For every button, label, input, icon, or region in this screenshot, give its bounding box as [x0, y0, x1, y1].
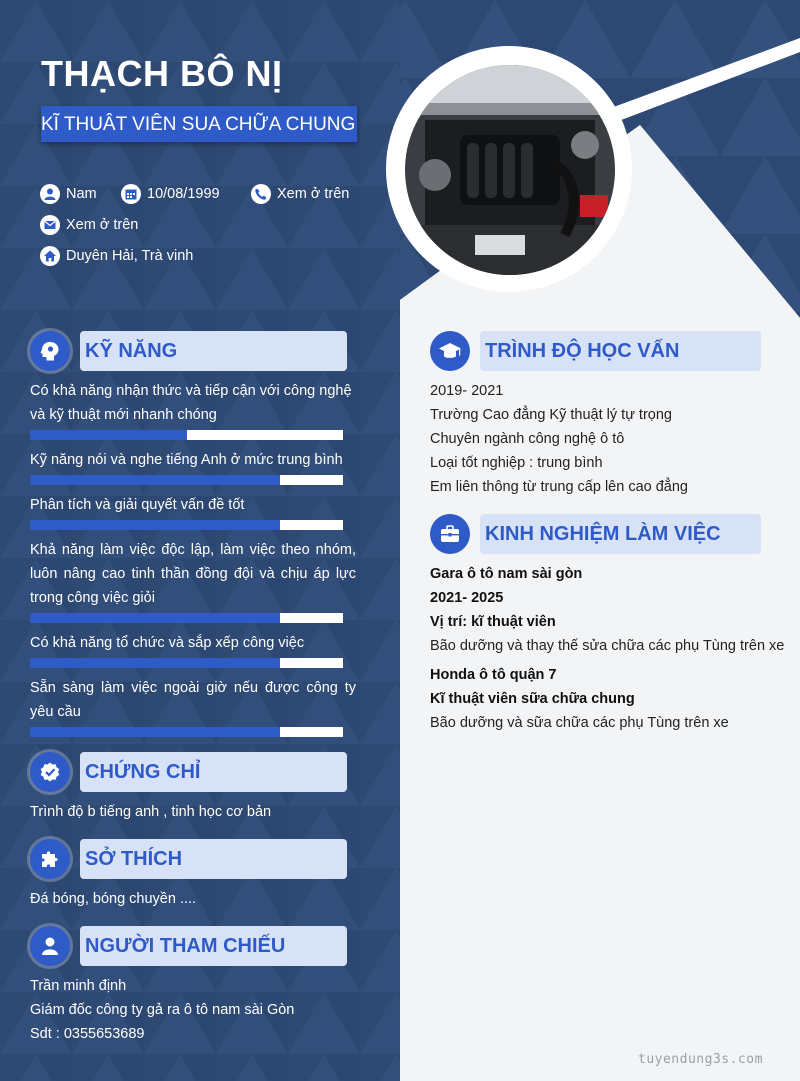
job1-period: 2021- 2025 [430, 590, 504, 606]
job2-position: Kĩ thuật viên sữa chữa chung [430, 691, 635, 707]
graduation-cap-icon [430, 331, 470, 371]
skill-bar-5-fill [30, 658, 280, 668]
job-title: KĨ THUÂT VIÊN SUA CHỮA CHUNG [41, 114, 356, 135]
phone-item [251, 184, 349, 204]
skill-bar-2 [30, 475, 343, 485]
gender-value: Nam [66, 186, 97, 202]
skill-item-4: Khả năng làm việc độc lập, làm việc theo nhóm, luôn nâng cao tinh thần đồng đội và chịu áp lực trong công việc giỏi [30, 542, 356, 606]
home-icon [40, 246, 60, 266]
skill-bar-6-fill [30, 727, 280, 737]
dob-item [121, 184, 220, 204]
reference-name: Trần minh định [30, 978, 127, 994]
hobbies-heading: SỞ THÍCH [85, 848, 183, 870]
skill-bar-2-fill [30, 475, 280, 485]
skill-bar-1-fill [30, 430, 187, 440]
education-period: 2019- 2021 [430, 383, 504, 399]
job2-description: Bão dưỡng và sữa chữa các phụ Tùng trên xe [430, 715, 729, 731]
job-title-box [41, 106, 357, 142]
email-item [40, 215, 138, 235]
profile-photo [405, 65, 615, 275]
candidate-name: THẠCH BÔ NỊ [41, 53, 283, 94]
phone-icon [251, 184, 271, 204]
engine-bay-image [405, 65, 615, 275]
job1-description: Bão dưỡng và thay thế sửa chữa các phụ Tùng trên xe [430, 638, 785, 654]
skill-bar-3-fill [30, 520, 280, 530]
briefcase-icon [430, 514, 470, 554]
phone-value: Xem ở trên [277, 186, 350, 202]
user-icon [40, 184, 60, 204]
skill-item-6: Sẵn sàng làm việc ngoài giờ nếu được công ty yêu cầu [30, 680, 356, 720]
certificates-text: Trình độ b tiếng anh , tinh học cơ bản [30, 804, 272, 820]
education-grade: Loại tốt nghiệp : trung bình [430, 455, 603, 471]
skills-heading: KỸ NĂNG [85, 340, 178, 362]
skill-bar-4-fill [30, 613, 280, 623]
job1-company: Gara ô tô nam sài gòn [430, 566, 583, 582]
education-note: Em liên thông từ trung cấp lên cao đẳng [430, 479, 688, 495]
skill-bar-4 [30, 613, 343, 623]
skill-item-1: Có khả năng nhận thức và tiếp cận với công nghệ và kỹ thuật mới nhanh chóng [30, 383, 352, 423]
skill-item-2: Kỹ năng nói và nghe tiếng Anh ở mức trung bình [30, 452, 343, 468]
badge-check-icon [30, 752, 70, 792]
skill-bar-1 [30, 430, 343, 440]
calendar-icon [121, 184, 141, 204]
reference-position: Giám đốc công ty gả ra ô tô nam sài Gòn [30, 1002, 295, 1018]
skill-bar-6 [30, 727, 343, 737]
brain-head-icon [30, 331, 70, 371]
references-heading: NGƯỜI THAM CHIẾU [85, 935, 286, 957]
skill-bar-5 [30, 658, 343, 668]
education-heading: TRÌNH ĐỘ HỌC VẤN [485, 340, 680, 362]
reference-phone: Sdt : 0355653689 [30, 1026, 145, 1042]
education-school: Trường Cao đẳng Kỹ thuật lý tự trọng [430, 407, 672, 423]
job1-position: Vị trí: kĩ thuật viên [430, 614, 556, 630]
skill-item-3: Phân tích và giải quyết vấn đề tốt [30, 497, 245, 513]
mail-icon [40, 215, 60, 235]
person-icon [30, 926, 70, 966]
watermark: tuyendung3s.com [638, 1052, 763, 1067]
puzzle-icon [30, 839, 70, 879]
dob-value: 10/08/1999 [147, 186, 220, 202]
email-value: Xem ở trên [66, 217, 139, 233]
address-value: Duyên Hải, Trà vinh [66, 248, 194, 264]
gender-item [40, 184, 97, 204]
education-major: Chuyên ngành công nghệ ô tô [430, 431, 625, 447]
skill-bar-3 [30, 520, 343, 530]
hobbies-text: Đá bóng, bóng chuyền .... [30, 891, 197, 907]
experience-heading: KINH NGHIỆM LÀM VIỆC [485, 523, 721, 545]
certificates-heading: CHỨNG CHỈ [85, 761, 201, 783]
job2-company: Honda ô tô quận 7 [430, 667, 557, 683]
skill-item-5: Có khả năng tổ chức và sắp xếp công việc [30, 635, 305, 651]
address-item [40, 246, 193, 266]
